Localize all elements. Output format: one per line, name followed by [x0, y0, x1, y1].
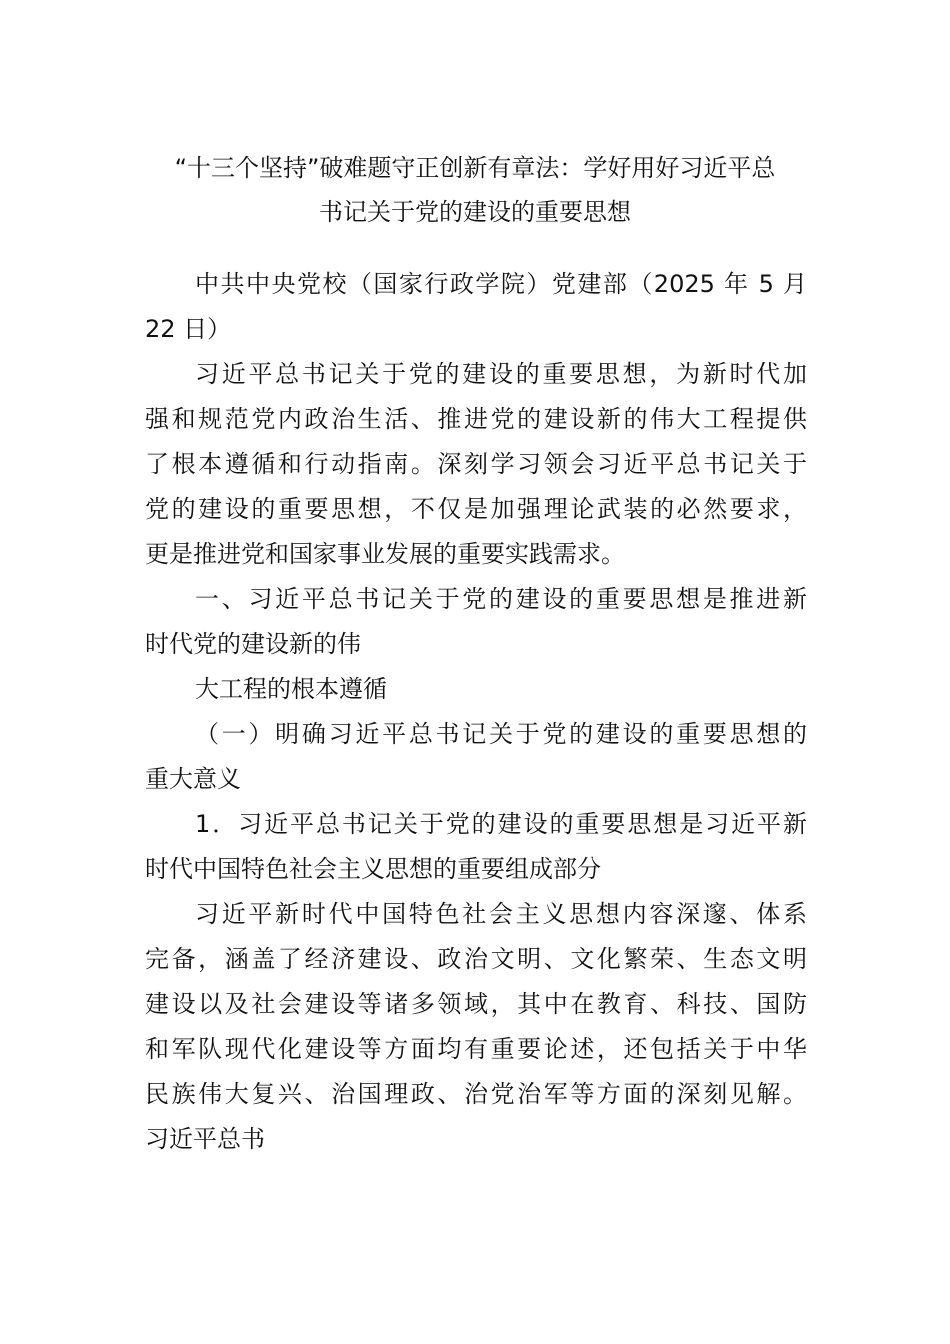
- title-line: 书记关于党的建设的重要思想: [319, 198, 631, 226]
- text-line: 了根本遵循和行动指南。深刻学习领会习近平总书记关于: [145, 450, 807, 478]
- title-line: “十三个坚持”破难题守正创新有章法：学好用好习近平总: [174, 154, 776, 182]
- text-line: 更是推进党和国家事业发展的重要实践需求。: [145, 540, 625, 568]
- text-line: 和军队现代化建设等方面均有重要论述，还包括关于中华: [145, 1035, 807, 1063]
- text-line: 大工程的根本遵循: [195, 675, 387, 703]
- text-line: 22 日）: [145, 315, 232, 343]
- text-line: 习近平总书: [145, 1125, 265, 1153]
- document-title: [130, 146, 820, 234]
- text-line: 习近平新时代中国特色社会主义思想内容深邃、体系: [195, 900, 807, 928]
- text-line: 完备，涵盖了经济建设、政治文明、文化繁荣、生态文明: [145, 945, 807, 973]
- text-line: 时代中国特色社会主义思想的重要组成部分: [145, 855, 601, 883]
- document-body: [145, 262, 807, 1162]
- text-line: 时代党的建设新的伟: [145, 630, 361, 658]
- text-line: （一）明确习近平总书记关于党的建设的重要思想的: [195, 720, 807, 748]
- text-line: 强和规范党内政治生活、推进党的建设新的伟大工程提供: [145, 405, 807, 433]
- text-line: 中共中央党校（国家行政学院）党建部（2025 年 5 月: [195, 270, 807, 298]
- text-line: 党的建设的重要思想，不仅是加强理论武装的必然要求，: [145, 495, 807, 523]
- text-line: 建设以及社会建设等诸多领域，其中在教育、科技、国防: [145, 990, 807, 1018]
- text-line: 一、习近平总书记关于党的建设的重要思想是推进新: [195, 585, 807, 613]
- text-line: 重大意义: [145, 765, 241, 793]
- text-line: 习近平总书记关于党的建设的重要思想，为新时代加: [195, 360, 807, 388]
- text-line: 1．习近平总书记关于党的建设的重要思想是习近平新: [195, 810, 807, 838]
- text-line: 民族伟大复兴、治国理政、治党治军等方面的深刻见解。: [145, 1080, 807, 1108]
